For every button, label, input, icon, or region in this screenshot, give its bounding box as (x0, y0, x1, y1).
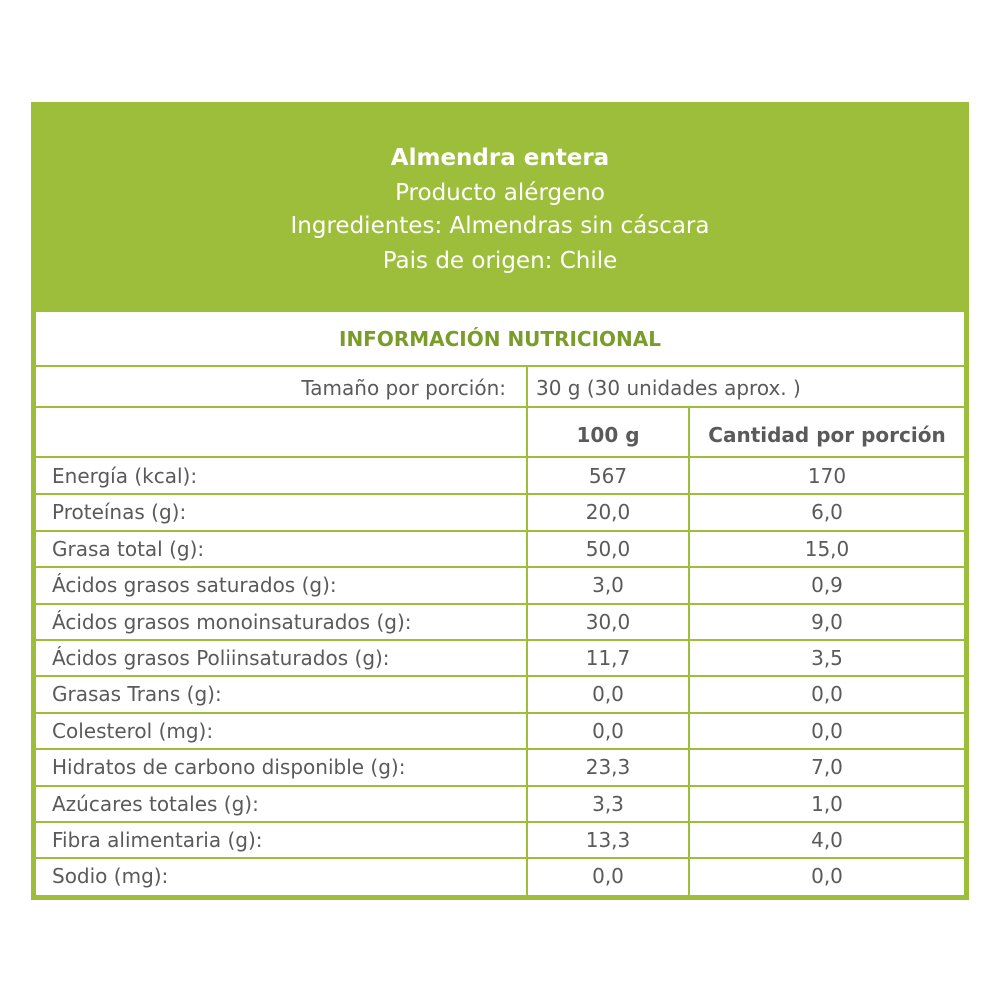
row-divider (36, 821, 964, 823)
nutrient-value-100g: 23,3 (585, 755, 631, 780)
nutrient-label: Proteínas (g): (52, 500, 187, 525)
row-divider (36, 603, 964, 605)
row-divider (36, 712, 964, 714)
nutrient-value-100g: 3,3 (592, 791, 624, 816)
row-divider (36, 639, 964, 641)
nutrient-value-portion: 1,0 (811, 791, 843, 816)
nutrient-value-100g: 567 (588, 464, 628, 488)
allergen-note: Producto alérgeno (395, 180, 605, 206)
nutrient-value-portion: 0,9 (811, 573, 843, 598)
row-divider (36, 785, 964, 787)
nutrient-value-100g: 30,0 (585, 609, 631, 634)
row-divider (36, 675, 964, 677)
nutrient-value-100g: 0,0 (592, 864, 624, 889)
nutrient-value-portion: 0,0 (811, 682, 843, 707)
nutrient-label: Energía (kcal): (52, 464, 198, 488)
nutrient-value-100g: 13,3 (585, 828, 631, 852)
nutrient-label: Azúcares totales (g): (52, 791, 259, 816)
nutrient-label: Grasa total (g): (52, 536, 205, 561)
nutrient-value-100g: 0,0 (592, 682, 624, 707)
nutrient-label: Ácidos grasos monoinsaturados (g): (52, 609, 412, 634)
row-divider (36, 857, 964, 859)
product-title: Almendra entera (390, 145, 610, 171)
divider (36, 365, 964, 367)
row-divider (36, 493, 964, 495)
nutrient-value-100g: 3,0 (592, 573, 624, 598)
nutrient-value-100g: 50,0 (585, 536, 631, 561)
nutrient-value-portion: 170 (807, 464, 847, 488)
nutrient-value-portion: 3,5 (811, 646, 843, 670)
nutrient-value-portion: 7,0 (811, 755, 843, 780)
row-divider (36, 530, 964, 532)
nutrient-value-portion: 0,0 (811, 864, 843, 889)
nutrition-label-card (31, 102, 969, 900)
column-header-100g: 100 g (576, 423, 640, 447)
divider (36, 456, 964, 458)
nutrient-value-portion: 0,0 (811, 718, 843, 743)
nutrient-value-100g: 0,0 (592, 718, 624, 743)
nutrient-value-portion: 6,0 (811, 500, 843, 525)
portion-value: 30 g (30 unidades aprox. ) (536, 376, 801, 400)
column-header-portion: Cantidad por porción (708, 423, 946, 447)
product-header (31, 102, 969, 312)
nutrient-label: Ácidos grasos Poliinsaturados (g): (52, 646, 390, 670)
nutrient-value-portion: 9,0 (811, 609, 843, 634)
nutrient-value-100g: 20,0 (585, 500, 631, 525)
divider (36, 406, 964, 408)
nutrient-label: Hidratos de carbono disponible (g): (52, 755, 406, 780)
nutrient-value-portion: 15,0 (804, 536, 850, 561)
nutrition-table (36, 312, 964, 895)
nutrient-label: Grasas Trans (g): (52, 682, 222, 707)
section-title: INFORMACIÓN NUTRICIONAL (339, 327, 661, 351)
nutrient-value-portion: 4,0 (811, 828, 843, 852)
portion-label: Tamaño por porción: (301, 376, 506, 400)
row-divider (36, 566, 964, 568)
nutrient-value-100g: 11,7 (585, 646, 631, 670)
nutrient-label: Colesterol (mg): (52, 718, 214, 743)
nutrient-label: Sodio (mg): (52, 864, 169, 889)
row-divider (36, 748, 964, 750)
ingredients-note: Ingredientes: Almendras sin cáscara (290, 213, 710, 239)
nutrient-label: Fibra alimentaria (g): (52, 828, 263, 852)
nutrient-label: Ácidos grasos saturados (g): (52, 573, 337, 598)
origin-note: Pais de origen: Chile (382, 248, 618, 274)
